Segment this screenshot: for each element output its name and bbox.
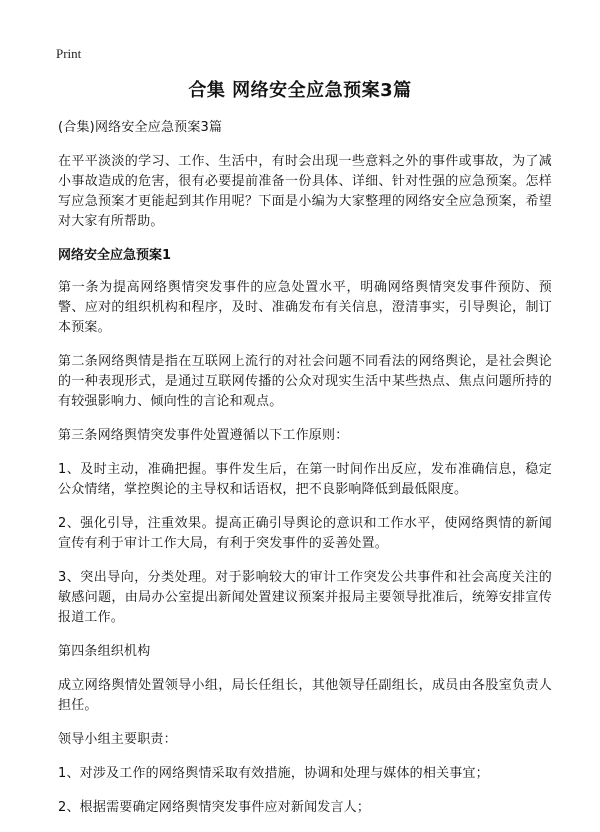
section-heading: 网络安全应急预案1: [58, 248, 172, 263]
article-4: 第四条组织机构: [58, 644, 151, 659]
principle-3: 3、突出导向，分类处理。对于影响较大的审计工作突发公共事件和社会高度关注的敏感问题，由局办公室提出新闻处置建议预案并报局主要领导批准后，统筹安排宣传报道工作。: [58, 570, 552, 625]
subtitle: (合集)网络安全应急预案3篇: [58, 120, 223, 135]
principle-1: 1、及时主动，准确把握。事件发生后，在第一时间作出反应，发布准确信息，稳定公众情绪，掌控舆论的主导权和话语权，把不良影响降低到最低限度。: [58, 462, 552, 497]
article-2: 第二条网络舆情是指在互联网上流行的对社会问题不同看法的网络舆论，是社会舆论的一种表现形式，是通过互联网传播的公众对现实生活中某些热点、焦点问题所持的有较强影响力、倾向性的言论和观点。: [58, 354, 552, 409]
duties-heading: 领导小组主要职责：: [58, 732, 177, 747]
print-label: Print: [56, 46, 82, 61]
intro-paragraph: 在平平淡淡的学习、工作、生活中，有时会出现一些意料之外的事件或事故，为了减小事故造成的危害，很有必要提前准备一份具体、详细、针对性强的应急预案。怎样写应急预案才更能起到其作用呢？下面是小编为大家整理的网络安全应急预案，希望对大家有所帮助。: [58, 154, 552, 229]
organization-paragraph: 成立网络舆情处置领导小组，局长任组长，其他领导任副组长，成员由各股室负责人担任。: [58, 678, 552, 713]
duty-2: 2、根据需要确定网络舆情突发事件应对新闻发言人；: [58, 800, 371, 815]
article-3: 第三条网络舆情突发事件处置遵循以下工作原则：: [58, 428, 349, 443]
principle-2: 2、强化引导，注重效果。提高正确引导舆论的意识和工作水平，使网络舆情的新闻宣传有利于审计工作大局，有利于突发事件的妥善处置。: [58, 516, 552, 551]
duty-1: 1、对涉及工作的网络舆情采取有效措施，协调和处理与媒体的相关事宜；: [58, 766, 489, 781]
article-1: 第一条为提高网络舆情突发事件的应急处置水平，明确网络舆情突发事件预防、预警、应对的组织机构和程序，及时、准确发布有关信息，澄清事实，引导舆论，制订本预案。: [58, 280, 552, 335]
page-title: 合集 网络安全应急预案3篇: [188, 80, 412, 101]
document-body: [58, 118, 552, 832]
